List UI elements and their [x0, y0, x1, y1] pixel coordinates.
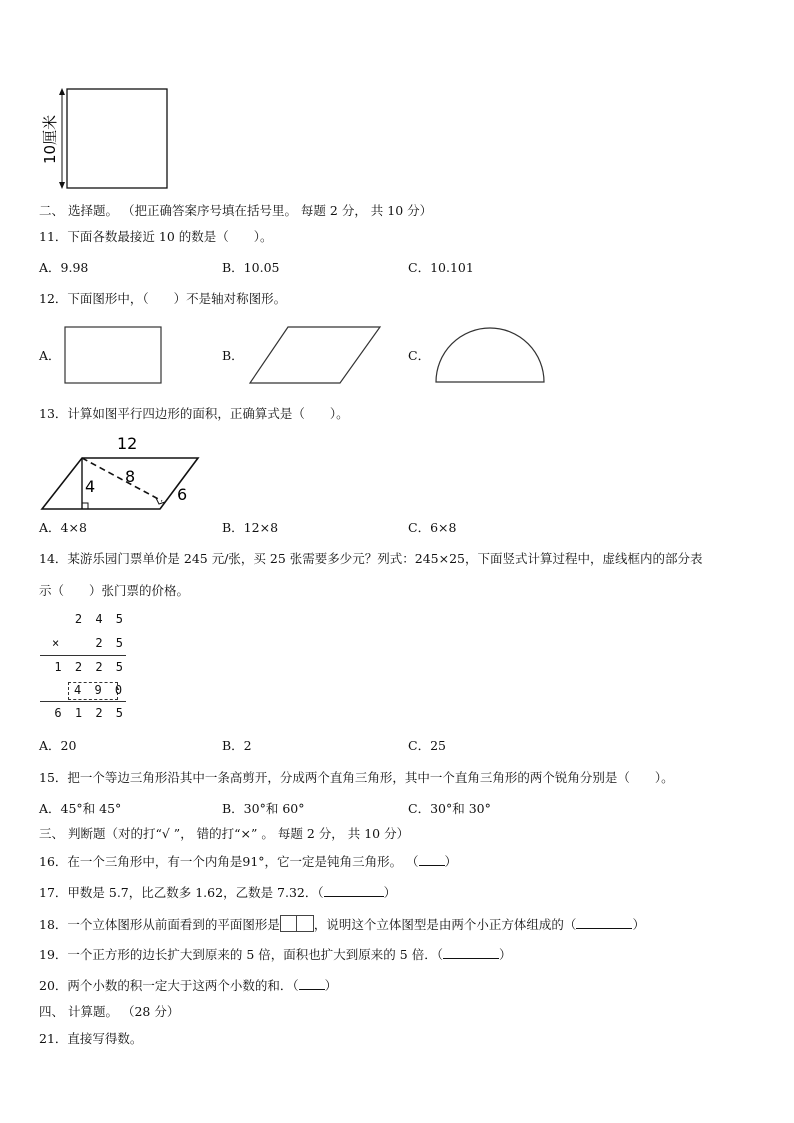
q17-answer-blank[interactable]: [324, 884, 384, 897]
q13-option-c: C．6×8: [408, 520, 457, 535]
q20-row: 20．两个小数的积一定大于这两个小数的和．（ ）: [39, 978, 338, 993]
q16-text: 16．在一个三角形中，有一个内角是91°，它一定是钝角三角形。 （: [39, 854, 419, 869]
q17-row: 17．甲数是 5.7，比乙数多 1.62，乙数是 7.32．（ ）: [39, 885, 397, 900]
q17-text: 17．甲数是 5.7，比乙数多 1.62，乙数是 7.32．（: [39, 885, 324, 900]
calc-row-partial2: 4 9 0: [74, 683, 126, 697]
calc-times-sign: ×: [52, 636, 63, 650]
q20-text: 20．两个小数的积一定大于这两个小数的和．（: [39, 978, 299, 993]
q12-option-c: C．: [408, 348, 431, 363]
q15-option-b: B．30°和 60°: [222, 801, 305, 816]
q19-row: 19．一个正方形的边长扩大到原来的 5 倍，面积也扩大到原来的 5 倍．（ ）: [39, 947, 512, 962]
square-shape: [67, 89, 167, 188]
section2-heading: 二、 选择题。 （把正确答案序号填在括号里。 每题 2 分， 共 10 分）: [39, 203, 433, 218]
q14-option-a: A．20: [39, 738, 77, 753]
q14-option-b: B．2: [222, 738, 252, 753]
section3-heading: 三、 判断题（对的打“√ ”， 错的打“×” 。 每题 2 分， 共 10 分）: [39, 826, 410, 841]
q13-option-b: B．12×8: [222, 520, 279, 535]
q11-option-b: B．10.05: [222, 260, 280, 275]
q13-label-side: 6: [177, 485, 188, 504]
q15-text: 15．把一个等边三角形沿其中一条高剪开，分成两个直角三角形，其中一个直角三角形的两个锐角分别是（ ）。: [39, 770, 674, 785]
q20-answer-blank[interactable]: [299, 977, 325, 990]
q16-row: 16．在一个三角形中，有一个内角是91°，它一定是钝角三角形。 （ ）: [39, 854, 458, 869]
q12-option-a: A．: [39, 348, 61, 363]
q11-option-a: A．9.98: [39, 260, 89, 275]
q14-option-c: C．25: [408, 738, 446, 753]
square-figure: [40, 86, 170, 190]
q13-label-top: 12: [117, 434, 138, 453]
q13-text: 13．计算如图平行四边形的面积，正确算式是（ ）。: [39, 406, 349, 421]
calc-row-multiplicand: 2 4 5: [74, 612, 126, 626]
q15-option-c: C．30°和 30°: [408, 801, 491, 816]
q14-text-line1: 14．某游乐园门票单价是 245 元/张，买 25 张需要多少元？列式：245×25，下面竖式计算过程中，虚线框内的部分表: [39, 551, 703, 566]
q18-answer-blank[interactable]: [576, 916, 632, 929]
q13-parallelogram-figure: [40, 432, 205, 512]
calc-row-product: 6 1 2 5: [54, 706, 126, 720]
q12-parallelogram-figure: [248, 325, 383, 385]
calc-row-partial1: 1 2 2 5: [54, 660, 126, 674]
q13-option-a: A．4×8: [39, 520, 87, 535]
q19-text: 19．一个正方形的边长扩大到原来的 5 倍，面积也扩大到原来的 5 倍．（: [39, 947, 443, 962]
section4-heading: 四、 计算题。 （28 分）: [39, 1004, 180, 1019]
calc-row-multiplier: 2 5: [95, 636, 126, 650]
q12-option-b: B．: [222, 348, 244, 363]
q13-label-diag: 8: [125, 467, 136, 486]
q11-option-c: C．10.101: [408, 260, 474, 275]
q18-text-a: 18．一个立体图形从前面看到的平面图形是: [39, 917, 280, 932]
two-square-figure: [280, 915, 314, 932]
q15-option-a: A．45°和 45°: [39, 801, 122, 816]
q12-rectangle-figure: [64, 325, 164, 385]
q16-answer-blank[interactable]: [419, 853, 445, 866]
q14-vertical-calculation: [40, 610, 130, 725]
q14-text-line2: 示（ ）张门票的价格。: [39, 583, 190, 598]
square-dimension-label: 10厘米: [41, 114, 59, 164]
q19-answer-blank[interactable]: [443, 946, 499, 959]
q18-row: 18．一个立体图形从前面看到的平面图形是 ，说明这个立体图型是由两个小正方体组成的（ ）: [39, 917, 645, 932]
q12-text: 12．下面图形中，（ ）不是轴对称图形。: [39, 291, 287, 306]
q21-text: 21．直接写得数。: [39, 1031, 143, 1046]
q11-text: 11．下面各数最接近 10 的数是（ ）。: [39, 229, 273, 244]
q18-text-b: ，说明这个立体图型是由两个小正方体组成的（: [313, 917, 577, 932]
q13-label-height: 4: [85, 477, 96, 496]
q12-semicircle-figure: [434, 326, 548, 386]
